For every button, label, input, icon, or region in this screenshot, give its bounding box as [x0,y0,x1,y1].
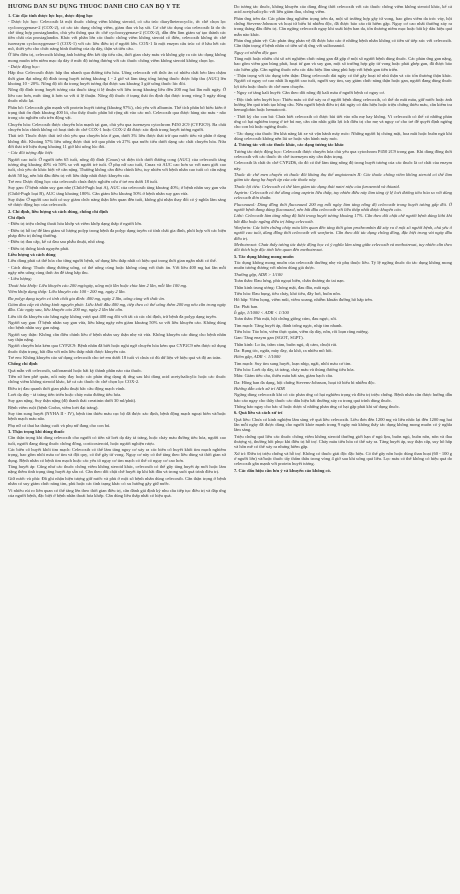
paragraph: - Nguy cơ tăng kali huyết: Cần theo dõi nồng độ kali máu ở người bệnh có nguy cơ. [234,90,386,96]
paragraph: Vì nhiều rủi ro liên quan có thể tăng lên theo thời gian điều trị, cần đánh giá định kỳ nhu cầu tiếp tục điều trị và đáp ứng của người bệnh, đặc biệt ở bệnh nhân thoái hóa khớp. Cần dùng liều thấp nhất có hiệu quả. [8,487,226,498]
paragraph: Tiền sử hen phế quản, nổi mày đay hoặc các phản ứng dạng dị ứng sau khi dùng acid acetylsalicylic hoặc các thuốc chống viêm không steroid khác, kể cả các thuốc ức chế chọn lọc COX-2. [8,373,226,385]
paragraph: Toàn thân: Đau lưng, phù ngoại biên, chấn thương do tai nạn. [234,278,345,284]
subsection-text: - Dược động học: [8,64,40,70]
paragraph: Suy gan: Ở bệnh nhân suy gan nhẹ (Child-Pugh loại A), AUC của celecoxib tăng khoảng 40%; ở bệnh nhân suy gan vừa (Child-Pugh loại B), AUC tăng khoảng 180%. Cần giảm liều khoảng 50% ở bệnh nhân suy gan vừa. [8,185,226,196]
paragraph: Điều trị đau quanh thời gian phẫu thuật bắc cầu động mạch vành. [8,385,126,391]
paragraph: Trẻ em: Không khuyến cáo sử dụng celecoxib cho trẻ em dưới 18 tuổi vì chưa có đủ dữ liệu về hiệu quả và độ an toàn. [8,354,222,360]
subsection-text: Lithi: Celecoxib làm tăng nồng độ lithi trong huyết tương khoảng 17%. Cần theo dõi chặt chẽ người bệnh dùng lithi khi bắt đầu hoặc ngừng điều trị bằng celecoxib. [234,213,452,224]
paragraph: Tiêu hóa: Loét dạ dày, tá tràng, chảy máu và thủng đường tiêu hóa. [234,366,355,372]
section-heading: 2. Chỉ định, liều lượng và cách dùng, chống chỉ định [8,208,108,214]
paragraph: Liều tối đa khuyến cáo hằng ngày không vượt quá 400 mg đối với tất cả các chỉ định, trừ bệnh đa polyp dạng tuyến. [8,313,217,319]
paragraph: Tương tác dược động học: Celecoxib được chuyển hóa chủ yếu qua cytochrom P450 2C9 trong gan. Khi dùng đồng thời celecoxib với các thuốc ức chế isoenzym này cần thận trọng. [234,148,452,159]
paragraph: Người chuyển hóa kém qua CYP2C9: Bệnh nhân đã biết hoặc nghi ngờ chuyển hóa kém qua CYP2C9 nên được sử dụng thuốc thận trọng, bắt đầu với nửa liều thấp nhất được khuyến cáo. [8,343,226,354]
subsection-text: Viêm khớp dạng thấp: Liều khuyến cáo 100 - 200 mg, ngày 2 lần. [8,289,126,295]
subsection-text: - Các đối tượng đặc biệt: [8,150,54,156]
section-heading: Liều lượng và cách dùng [8,252,56,258]
section-heading: 3. Thận trọng khi dùng thuốc [8,429,65,435]
paragraph: Tăng một hoặc nhiều chỉ số xét nghiệm chức năng gan đã gặp ở một số người bệnh dùng thuốc. Các phản ứng gan nặng, bao gồm viêm gan bùng phát, hoại tử gan và suy gan, một số trường hợp gây tử vong hoặc phải ghép gan, đã được báo cáo hiếm gặp. Cần ngừng thuốc nếu các dấu hiệu lâm sàng phù hợp với bệnh gan tiến triển. [234,56,452,72]
section-heading: 5. Tác dụng không mong muốn [234,253,294,259]
paragraph: Phản ứng trên da: Các phản ứng nghiêm trọng trên da, một số trường hợp gây tử vong, bao gồm viêm da tróc vảy, hội chứng Stevens-Johnson và hoại tử biểu bì nhiễm độc, đã được báo cáo rất hiếm gặp. Nguy cơ cao nhất thường xảy ra trong tháng đầu điều trị. Cần ngừng celecoxib ngay khi xuất hiện ban da, tổn thương niêm mạc hoặc bất kỳ dấu hiệu quá mẫn nào khác. [234,15,452,37]
paragraph: Ở liều điều trị, celecoxib không ảnh hưởng đến kết tập tiểu cầu, thời gian chảy máu và không gây ra các tác dụng không mong muốn trên niêm mạc dạ dày ở mức độ tương đương với các thuốc chống viêm không steroid không chọn lọc. [8,52,226,63]
paragraph: Tiêu hóa: Đau bụng, tiêu chảy, khó tiêu, đầy hơi, buồn nôn. [234,290,341,296]
paragraph: - Độc tính trên huyết học: Thiếu máu có thể xảy ra ở người bệnh dùng celecoxib, có thể do mất máu, giữ nước hoặc ảnh hưởng lên quá trình tạo hồng cầu. Nếu người bệnh điều trị dài ngày có dấu hiệu hoặc triệu chứng thiếu máu, cần kiểm tra hemoglobin hoặc hematocrit. [234,96,452,113]
section-heading: 1. Các đặc tính dược lực học, dược động học [8,13,93,18]
subsection-text: Hướng dẫn cách xử trí ADR [234,386,285,391]
paragraph: Hấp thu: Celecoxib được hấp thu nhanh qua đường tiêu hóa. Uống celecoxib với thức ăn có nhiều chất béo làm chậm thời gian đạt nồng độ đỉnh trong huyết tương khoảng 1 - 2 giờ và làm tăng tổng lượng thuốc được hấp thu (AUC) lên khoảng 10 - 20%. Nồng độ tối đa trong huyết tương đạt được sau khoảng 3 giờ uống thuốc lúc đói. [8,70,226,87]
left-column [8,4,226,886]
subsection-text: Thoái hóa khớp: Liều khuyến cáo 200 mg/ngày, uống một lần hoặc chia làm 2 lần, mỗi lần 100 mg. [8,282,188,288]
paragraph: Ngừng dùng celecoxib khi có các phản ứng có hại nghiêm trọng và điều trị triệu chứng. Bệnh nhân cần được hướng dẫn báo cáo ngay cho thầy thuốc các dấu hiệu bất thường xảy ra trong quá trình dùng thuốc. [234,392,452,403]
subsection-text: Nguy cơ nhiễm độc gan [234,49,277,55]
paragraph: Quá liều: Chưa có kinh nghiệm lâm sàng về quá liều celecoxib. Liều đơn đến 1200 mg và liều nhắc lại đến 1200 mg hai lần mỗi ngày đã được dùng cho người khỏe mạnh trong 9 ngày mà không thấy tác dụng không mong muốn có ý nghĩa lâm sàng. [234,416,452,433]
paragraph: Suy thận: Ở người cao tuổi có suy giảm chức năng thận liên quan đến tuổi, không ghi nhận thay đổi có ý nghĩa lâm sàng về dược động học của celecoxib. [8,197,226,208]
section-heading: Chống chỉ định [8,361,38,367]
document-title: HƯỚNG DẪN SỬ DỤNG THUỐC DÀNH CHO CÁN BỘ Y TẾ [8,4,181,10]
paragraph: Celecoxib là chất ức chế CYP2D6, do đó có thể làm tăng nồng độ trong huyết tương của các thuốc là cơ chất của enzym này. [234,160,452,171]
paragraph: Trẻ em: Dược động học của celecoxib chưa được nghiên cứu ở trẻ em dưới 18 tuổi. [8,178,159,184]
paragraph: Xử trí: Điều trị triệu chứng và hỗ trợ. Không có thuốc giải độc đặc hiệu. Có thể gây nôn hoặc dùng than hoạt (60 - 100 g ở người lớn) và/hoặc thuốc tẩy thẩm thấu trong vòng 4 giờ sau khi uống quá liều. Lọc máu có thể không có hiệu quả do celecoxib gắn mạnh với protein huyết tương. [234,450,452,467]
section-heading: Chỉ định [8,215,25,221]
paragraph: Quá mẫn với celecoxib, sulfonamid hoặc bất kỳ thành phần nào của thuốc. [8,367,143,373]
paragraph: Tim mạch: Tăng huyết áp, đánh trống ngực, nhịp tim nhanh. [234,322,343,328]
paragraph: Gan: Tăng enzym gan (SGOT, SGPT). [234,335,304,341]
paragraph: Triệu chứng quá liều các thuốc chống viêm không steroid thường giới hạn ở ngủ lịm, buồn ngủ, buồn nôn, nôn và đau thượng vị, thường hồi phục khi điều trị hỗ trợ. Chảy máu tiêu hóa có thể xảy ra. Tăng huyết áp, suy thận cấp, suy hô hấp và hôn mê có thể xảy ra nhưng hiếm gặp. [234,433,452,450]
subsection-text: Methotrexat: Chưa thấy tương tác dược động học có ý nghĩa lâm sàng giữa celecoxib và methotrexat, tuy nhiên cần theo dõi thích hợp độc tính liên quan đến methotrexat. [234,242,452,253]
paragraph: Hô hấp: Viêm họng, viêm mũi, viêm xoang, nhiễm khuẩn đường hô hấp trên. [234,297,373,303]
paragraph: Da: Hồng ban đa dạng, hội chứng Stevens-Johnson, hoại tử biểu bì nhiễm độc. [234,379,376,385]
paragraph: Suy gan nặng. Suy thận nặng (độ thanh thải creatinin dưới 30 ml/phút). [8,398,137,404]
paragraph: Người cao tuổi: Ở người trên 65 tuổi, nồng độ đỉnh (Cmax) và diện tích dưới đường cong (AUC) của celecoxib tăng tương ứng khoảng 40% và 50% so với người trẻ tuổi. Ở phụ nữ cao tuổi, Cmax và AUC cao hơn so với nam giới cao tuổi, chủ yếu do khác biệt về cân nặng. Thường không cần điều chỉnh liều, tuy nhiên với bệnh nhân cao tuổi có cân nặng dưới 50 kg, nên bắt đầu điều trị với liều thấp nhất được khuyến cáo. [8,156,226,178]
paragraph: Loét dạ dày - tá tràng tiến triển hoặc chảy máu đường tiêu hóa. [8,392,122,397]
section-heading: 7. Các dấu hiệu cần lưu ý và khuyến cáo không có. [234,467,331,473]
section-heading: 6. Quá liều và cách xử trí [234,410,283,416]
paragraph: Phân bố: Celecoxib gắn mạnh với protein huyết tương (khoảng 97%), chủ yếu với albumin. Thể tích phân bố biểu kiến ở trạng thái ổn định khoảng 400 lít, cho thấy thuốc phân bố rộng rãi vào các mô. Celecoxib qua được hàng rào máu - não trong các nghiên cứu trên động vật. [8,104,226,121]
paragraph: Da: Phát ban. [234,303,259,309]
paragraph: - Điều trị hỗ trợ để làm giảm số lượng polyp trong bệnh đa polyp dạng tuyến có tính chất gia đình, phối hợp với các biện pháp điều trị thông thường. [8,227,226,239]
paragraph: Tác dụng không mong muốn của celecoxib thường nhẹ và phụ thuộc liều. Tỷ lệ ngừng thuốc do tác dụng không mong muốn tương đương với nhóm dùng giả dược. [234,260,452,271]
paragraph: Máu: Giảm tiểu cầu, thiếu máu bất sản, giảm bạch cầu. [234,373,334,379]
paragraph: Thần kinh trung ương: Chóng mặt, đau đầu, mất ngủ. [234,284,331,290]
subsection-text: Giảm đau cấp và thống kinh nguyên phát: Liều khởi đầu 400 mg, tiếp theo có thể uống thêm 200 mg nếu cần trong ngày đầu. Các ngày sau, liều khuyến cáo 200 mg, ngày 2 lần khi cần. [8,301,226,313]
paragraph: Nồng độ đỉnh trong huyết tương của thuốc tăng tỉ lệ thuận với liều trong khoảng liều đến 200 mg hai lần mỗi ngày. Ở liều cao hơn, mức tăng ít hơn so với tỉ lệ thuận. Nồng độ thuốc ở trạng thái ổn định đạt được trong vòng 5 ngày dùng thuốc nhắc lại. [8,87,226,104]
paragraph: - Thời kỳ cho con bú: Chưa biết celecoxib có được bài tiết vào sữa mẹ hay không. Vì celecoxib có thể có những phản ứng có hại nghiêm trọng ở trẻ bú mẹ, cần cân nhắc giữa lợi ích điều trị cho mẹ và nguy cơ cho trẻ để quyết định ngừng cho con bú hoặc ngừng thuốc. [234,113,452,130]
paragraph: - Tác dụng của thuốc lên khả năng lái xe và vận hành máy móc: Những người bị chóng mặt, hoa mắt hoặc buồn ngủ khi dùng celecoxib không nên lái xe hoặc vận hành máy móc. [234,130,452,141]
document-page [8,4,452,886]
paragraph: Thông báo ngay cho bác sĩ hoặc dược sĩ những phản ứng có hại gặp phải khi sử dụng thuốc. [234,404,400,410]
paragraph: Tăng huyết áp: Cũng như các thuốc chống viêm không steroid khác, celecoxib có thể gây tăng huyết áp mới hoặc làm nặng thêm tình trạng tăng huyết áp sẵn có. Cần theo dõi chặt chẽ huyết áp khi bắt đầu và trong suốt quá trình điều trị. [8,464,226,475]
subsection-text: Đa polyp dạng tuyến có tính chất gia đình: 400 mg, ngày 2 lần, uống cùng với thức ăn. [8,295,165,301]
paragraph: Toàn thân: Phù mặt, hội chứng giống cúm, đau ngực, sốt. [234,316,338,322]
paragraph: Phụ nữ có thai ba tháng cuối và phụ nữ đang cho con bú. [8,422,111,428]
subsection-text: Thuốc lợi tiểu: Celecoxib có thể làm giảm tác dụng thải natri niệu của furosemid và thiazid. [234,183,400,189]
paragraph: - Điều trị triệu chứng thoái hóa khớp và viêm khớp dạng thấp ở người lớn. [8,221,143,227]
subsection-text: Fluconazol: Dùng đồng thời fluconazol 200 mg mỗi ngày làm tăng nồng độ celecoxib trong huyết tương gấp đôi. Ở người bệnh đang dùng fluconazol, nên bắt đầu celecoxib với liều thấp nhất được khuyến cáo. [234,201,452,213]
section-heading: 4. Tương tác với các thuốc khác, các dạng tương tác khác [234,142,344,148]
paragraph: Cần thận trọng khi dùng celecoxib cho người có tiền sử loét dạ dày tá tràng, hoặc chảy máu đường tiêu hóa, người cao tuổi, người đang dùng thuốc chống đông, corticosteroid, hoặc người nghiện rượu. [8,435,226,446]
subsection-text: Thuốc ức chế men chuyển và thuốc đối kháng thụ thể angiotensin II: Các thuốc chống viêm không steroid có thể làm giảm tác dụng hạ huyết áp của các thuốc này. [234,171,452,183]
paragraph: Tim mạch: Suy tim sung huyết, loạn nhịp, ngất, nhồi máu cơ tim. [234,360,352,366]
paragraph: Chuyển hóa: Celecoxib được chuyển hóa mạnh tại gan, chủ yếu qua isoenzym cytochrom P450 2C9 (CYP2C9). Ba chất chuyển hóa chính không có hoạt tính ức chế COX-1 hoặc COX-2 đã được xác định trong huyết tương người. [8,121,226,132]
subsection-text: Thường gặp, ADR > 1/100 [234,271,283,277]
paragraph: - Điều trị đau cấp, kể cả đau sau phẫu thuật, nhổ răng. [8,239,106,245]
subsection-text: Warfarin: Các biến chứng chảy máu liên quan đến tăng thời gian prothrombin đã xảy ra ở một số người bệnh, chủ yếu ở người cao tuổi, dùng đồng thời celecoxib với warfarin. Cần theo dõi tác dụng chống đông, đặc biệt trong vài ngày đầu điều trị. [234,225,452,241]
paragraph: Bệnh viêm ruột (bệnh Crohn, viêm loét đại tràng). [8,404,99,410]
paragraph: - Cách dùng: Thuốc dùng đường uống, có thể uống cùng hoặc không cùng với thức ăn. Với liều 400 mg hai lần mỗi ngày nên uống cùng thức ăn để tăng hấp thu. [8,264,226,276]
paragraph: Suy tim sung huyết (NYHA II - IV), bệnh tim thiếu máu cục bộ đã được xác định, bệnh động mạch ngoại biên và/hoặc bệnh mạch máu não. [8,411,226,422]
paragraph: Tiêu hóa: Táo bón, viêm thực quản, viêm dạ dày, nôn, rối loạn răng miệng. [234,328,369,334]
paragraph: - Thận trọng với tác dụng trên thận: Dùng celecoxib dài ngày có thể gây hoại tử nhú thận và các tổn thương thận khác. Người có nguy cơ cao nhất là người cao tuổi, người suy tim, suy giảm chức năng thận hoặc gan, người đang dùng thuốc lợi tiểu hoặc thuốc ức chế men chuyển. [234,73,452,89]
paragraph: - Liều lượng: [8,276,32,282]
paragraph: - Điều trị thống kinh nguyên phát. [8,245,70,251]
paragraph: Phản ứng phản vệ: Các phản ứng phản vệ đã được báo cáo ở những bệnh nhân không có tiền sử tiếp xúc với celecoxib. Cần thận trọng ở bệnh nhân có tiền sử dị ứng với sulfonamid. [234,38,452,49]
subsection-text: Aspirin: Celecoxib có thể dùng cùng aspirin liều thấp, tuy nhiên điều này làm tăng tỷ lệ loét đường tiêu hóa so với dùng celecoxib đơn thuần. [234,190,452,201]
right-column [234,4,452,886]
paragraph: Liều dùng phải cá thể hóa cho từng người bệnh, sử dụng liều thấp nhất có hiệu quả trong thời gian ngắn nhất có thể. [8,258,217,264]
paragraph: Các biến cố huyết khối tim mạch: Celecoxib có thể làm tăng nguy cơ xảy ra các biến cố huyết khối tim mạch nghiêm trọng, bao gồm nhồi máu cơ tim và đột quỵ, có thể gây tử vong. Nguy cơ này có thể tăng theo liều dùng và thời gian sử dụng. Bệnh nhân có bệnh tim mạch hoặc các yếu tố nguy cơ tim mạch có thể có nguy cơ cao hơn. [8,447,226,463]
paragraph: Da: Rụng tóc, ngứa, mày đay, da khô, ra nhiều mồ hôi. [234,347,333,353]
subsection-text: Hiếm gặp, ADR < 1/1000 [234,354,281,360]
paragraph: Giữ nước và phù: Đã ghi nhận hiện tượng giữ nước và phù ở một số bệnh nhân dùng celecoxib. Cần thận trọng ở bệnh nhân có suy giảm chức năng tim, phù hoặc các tình trạng khác có xu hướng gây giữ nước. [8,475,226,487]
paragraph: Người suy thận: Không cần điều chỉnh liều ở bệnh nhân suy thận nhẹ và vừa. Không khuyến cáo dùng cho bệnh nhân suy thận nặng. [8,331,226,342]
paragraph: Do tương tác thuốc, không khuyến cáo dùng đồng thời celecoxib với các thuốc chống viêm không steroid khác, kể cả acid acetylsalicylic với liều giảm đau, chống viêm. [234,4,452,15]
paragraph: Thải trừ: Thuốc được thải trừ chủ yếu qua chuyển hóa ở gan, dưới 3% liều được thải trừ qua nước tiểu và phân ở dạng không đổi. Khoảng 57% liều uống được thải trừ qua phân và 27% qua nước tiểu dưới dạng các chất chuyển hóa. Nửa đời thải trừ hiệu dụng khoảng 11 giờ khi uống lúc đói. [8,133,226,149]
paragraph: Thần kinh: Lo âu, trầm cảm, buồn ngủ, dị cảm, chuột rút. [234,341,338,347]
paragraph: Người suy gan: Ở bệnh nhân suy gan vừa, liều hằng ngày nên giảm khoảng 50% so với liều khuyến cáo. Không dùng cho bệnh nhân suy gan nặng. [8,319,226,331]
paragraph: - Dược lực học: Celecoxib là một thuốc chống viêm không steroid, có cấu trúc diarylheterocyclic, ức chế chọn lọc cyclooxygenase-2 (COX-2), có các tác dụng chống viêm, giảm đau và hạ sốt. Cơ chế tác dụng của celecoxib là do ức chế tổng hợp prostaglandin, chủ yếu thông qua ức chế cyclooxygenase-2 (COX-2), dẫn đến làm giảm sự tạo thành các tiền chất của prostaglandin. Khác với phần lớn các thuốc chống viêm không steroid cổ điển, celecoxib không ức chế isoenzym cyclooxygenase-1 (COX-1) với các liều điều trị ở người lớn. COX-1 là một enzym cấu trúc có ở hầu hết các mô, thiết yếu cho chức năng bình thường của dạ dày, thận và tiểu cầu. [8,19,226,52]
subsection-text: Ít gặp, 1/1000 < ADR < 1/100 [234,309,289,315]
